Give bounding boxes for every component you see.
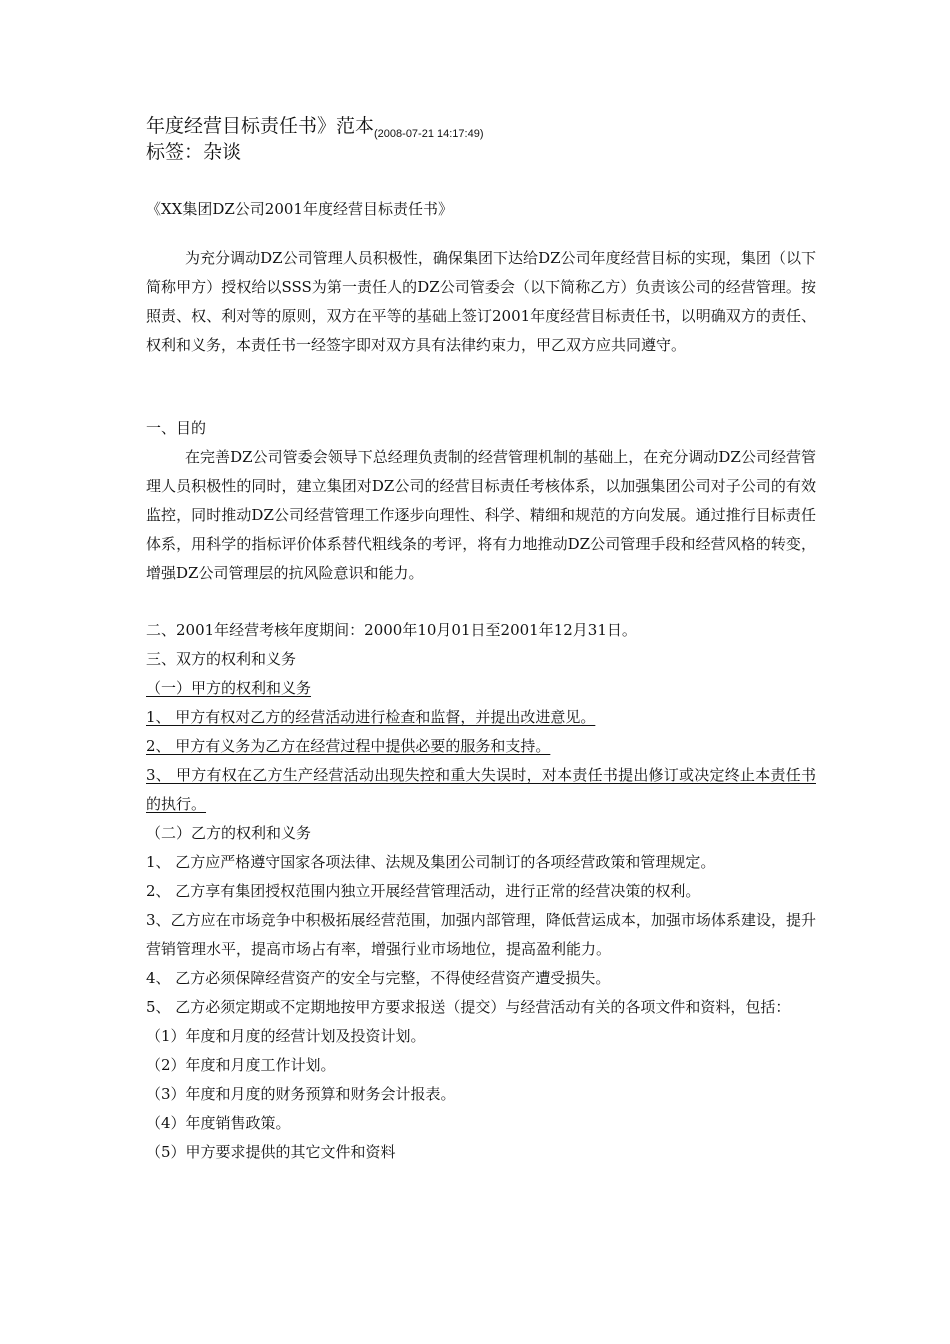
section-2-period: 二、2001年经营考核年度期间：2000年10月01日至2001年12月31日。 xyxy=(146,621,637,639)
party-b-item: 3、乙方应在市场竞争中积极拓展经营范围，加强内部管理，降低营运成本，加强市场体系建设，提升营销管理水平，提高市场占有率，增强行业市场地位，提高盈利能力。 xyxy=(146,911,816,958)
post-title: 年度经营目标责任书》范本 xyxy=(146,115,375,137)
party-b-subitem: （1）年度和月度的经营计划及投资计划。 xyxy=(146,1027,426,1045)
party-b-item: 4、 乙方必须保障经营资产的安全与完整，不得使经营资产遭受损失。 xyxy=(146,969,611,987)
party-b-item: 1、 乙方应严格遵守国家各项法律、法规及集团公司制订的各项经营政策和管理规定。 xyxy=(146,853,716,871)
document-name: 《XX集团DZ公司2001年度经营目标责任书》 xyxy=(146,200,453,218)
party-a-item: 1、 甲方有权对乙方的经营活动进行检查和监督，并提出改进意见。 xyxy=(146,708,596,726)
section-1-body: 在完善DZ公司管委会领导下总经理负责制的经营管理机制的基础上，在充分调动DZ公司经营管理人员积极性的同时，建立集团对DZ公司的经营目标责任考核体系，以加强集团公司对子公司的有效监控，同时推动DZ公司经营管理工作逐步向理性、科学、精细和规范的方向发展。通过推行目标责任体系，用科学的指标评价体系替代粗线条的考评，将有力地推动DZ公司管理手段和经营风格的转变，增强DZ公司管理层的抗风险意识和能力。 xyxy=(146,448,816,582)
party-b-subitem: （4）年度销售政策。 xyxy=(146,1114,291,1132)
party-b-item: 5、 乙方必须定期或不定期地按甲方要求报送（提交）与经营活动有关的各项文件和资料，包括： xyxy=(146,998,791,1016)
document-remaining-sections xyxy=(146,616,816,1167)
party-b-subitem: （2）年度和月度工作计划。 xyxy=(146,1056,336,1074)
party-b-subitem: （5）甲方要求提供的其它文件和资料 xyxy=(146,1143,396,1161)
party-a-item: 3、 甲方有权在乙方生产经营活动出现失控和重大失误时，对本责任书提出修订或决定终止本责任书的执行。 xyxy=(146,766,816,813)
section-1-heading: 一、目的 xyxy=(146,419,207,437)
party-a-item: 2、 甲方有义务为乙方在经营过程中提供必要的服务和支持。 xyxy=(146,737,551,755)
party-a-heading: （一）甲方的权利和义务 xyxy=(146,679,312,697)
party-b-item: 2、 乙方享有集团授权范围内独立开展经营管理活动，进行正常的经营决策的权利。 xyxy=(146,882,701,900)
party-b-subitem: （3）年度和月度的财务预算和财务会计报表。 xyxy=(146,1085,456,1103)
post-timestamp: (2008-07-21 14:17:49) xyxy=(374,128,484,140)
post-title-line xyxy=(146,114,483,141)
intro-paragraph: 为充分调动DZ公司管理人员积极性，确保集团下达给DZ公司年度经营目标的实现，集团（以下简称甲方）授权给以SSS为第一责任人的DZ公司管委会（以下简称乙方）负责该公司的经营管理。按照责、权、利对等的原则，双方在平等的基础上签订2001年度经营目标责任书，以明确双方的责任、权利和义务，本责任书一经签字即对双方具有法律约束力，甲乙双方应共同遵守。 xyxy=(146,249,816,354)
section-3-heading: 三、双方的权利和义务 xyxy=(146,650,297,668)
party-b-heading: （二）乙方的权利和义务 xyxy=(146,824,312,842)
post-tags: 标签：杂谈 xyxy=(146,141,242,163)
